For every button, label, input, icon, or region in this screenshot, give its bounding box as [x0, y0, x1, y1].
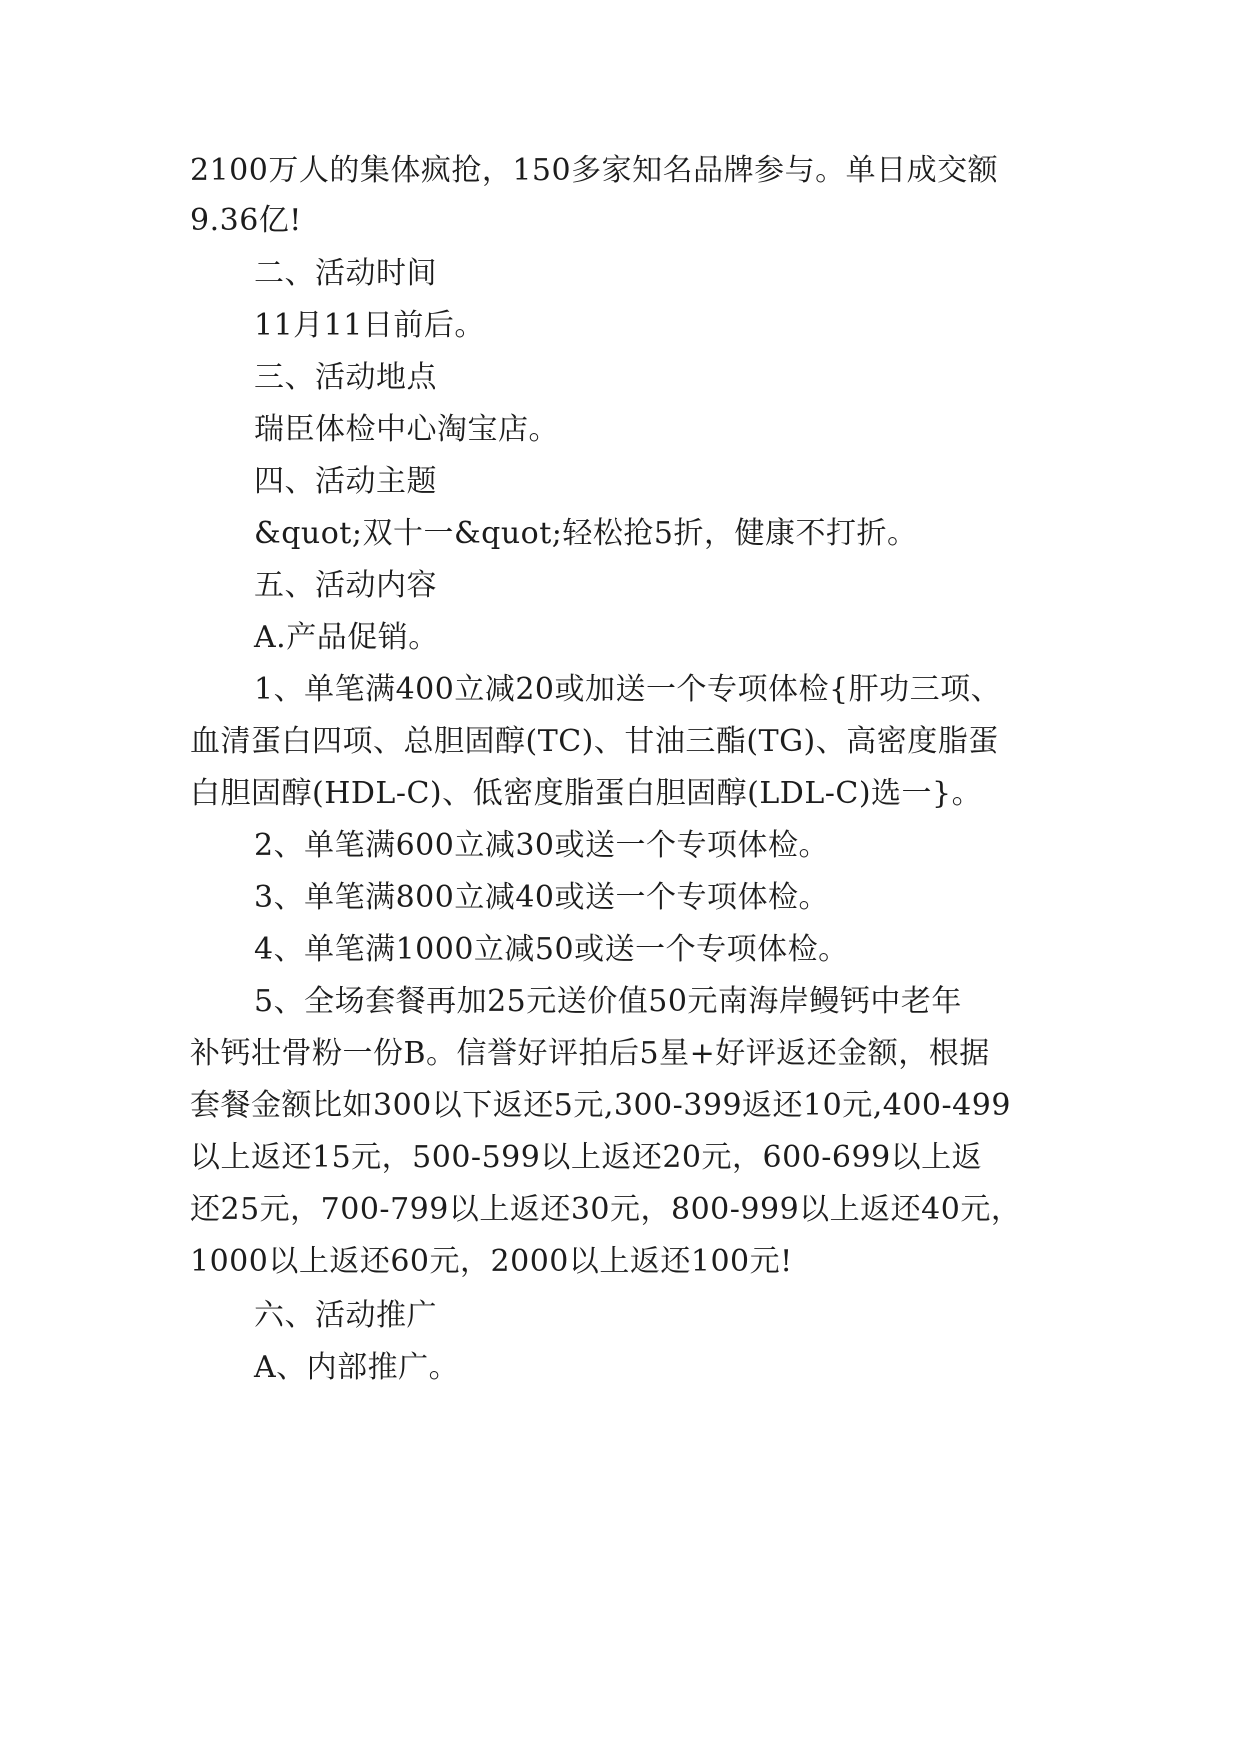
- body-line: [0, 670, 1241, 710]
- line-text: 1000以上返还60元，2000以上返还100元!: [190, 1244, 793, 1279]
- line-text: 5、全场套餐再加25元送价值50元南海岸鳗钙中老年: [254, 984, 962, 1019]
- line-text: 白胆固醇(HDL-C)、低密度脂蛋白胆固醇(LDL-C)选一}。: [190, 776, 983, 811]
- line-text: 1、单笔满400立减20或加送一个专项体检{肝功三项、: [254, 672, 1002, 707]
- section-heading: [0, 566, 1241, 606]
- line-text: 3、单笔满800立减40或送一个专项体检。: [254, 880, 830, 915]
- body-line: [0, 930, 1241, 970]
- body-line: [0, 826, 1241, 866]
- line-text: 瑞臣体检中心淘宝店。: [254, 412, 559, 447]
- line-text: &quot;双十一&quot;轻松抢5折，健康不打折。: [254, 516, 918, 551]
- heading-text: 四、活动主题: [254, 464, 437, 499]
- body-line: [0, 1086, 1241, 1126]
- body-line: [0, 410, 1241, 450]
- body-line: [0, 982, 1241, 1022]
- line-text: A.产品促销。: [254, 620, 439, 655]
- body-line: [0, 1138, 1241, 1178]
- section-heading: [0, 358, 1241, 398]
- line-text: 以上返还15元，500-599以上返还20元，600-699以上返: [190, 1140, 983, 1175]
- body-line: [0, 1348, 1241, 1388]
- body-line: [0, 618, 1241, 658]
- body-line: [0, 774, 1241, 814]
- line-text: 套餐金额比如300以下返还5元,300-399返还10元,400-499: [190, 1088, 1011, 1123]
- body-line: [0, 151, 1241, 191]
- body-line: [0, 878, 1241, 918]
- section-heading: [0, 1296, 1241, 1336]
- line-text: 4、单笔满1000立减50或送一个专项体检。: [254, 932, 849, 967]
- section-heading: [0, 254, 1241, 294]
- body-line: [0, 1242, 1241, 1282]
- line-text: 还25元，700-799以上返还30元，800-999以上返还40元，: [190, 1192, 1022, 1227]
- heading-text: 二、活动时间: [254, 256, 437, 291]
- line-text: 9.36亿!: [190, 203, 302, 238]
- line-text: A、内部推广。: [254, 1350, 460, 1385]
- line-text: 2、单笔满600立减30或送一个专项体检。: [254, 828, 830, 863]
- section-heading: [0, 462, 1241, 502]
- heading-text: 三、活动地点: [254, 360, 437, 395]
- line-text: 血清蛋白四项、总胆固醇(TC)、甘油三酯(TG)、高密度脂蛋: [190, 724, 999, 759]
- body-line: [0, 722, 1241, 762]
- body-line: [0, 1190, 1241, 1230]
- body-line: [0, 201, 1241, 241]
- heading-text: 六、活动推广: [254, 1298, 437, 1333]
- line-text: 11月11日前后。: [254, 308, 485, 343]
- heading-text: 五、活动内容: [254, 568, 437, 603]
- line-text: 2100万人的集体疯抢，150多家知名品牌参与。单日成交额: [190, 153, 999, 188]
- body-line: [0, 514, 1241, 554]
- body-line: [0, 306, 1241, 346]
- line-text: 补钙壮骨粉一份B。信誉好评拍后5星+好评返还金额，根据: [190, 1036, 990, 1071]
- body-line: [0, 1034, 1241, 1074]
